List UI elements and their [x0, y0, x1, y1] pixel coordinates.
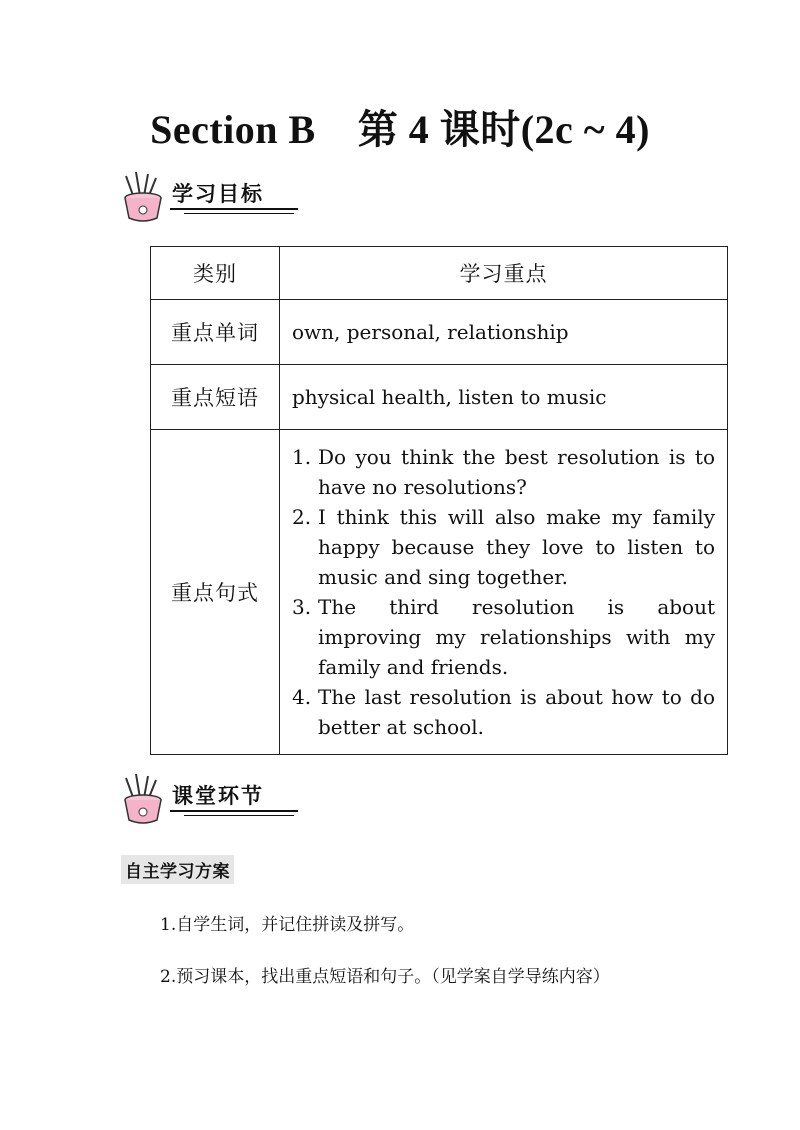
row-content: physical health, listen to music: [280, 365, 728, 430]
table-header-row: [151, 247, 728, 300]
plan-title: 自主学习方案: [121, 855, 234, 884]
table-row: [151, 430, 728, 755]
plan-item: 1.自学生词，并记住拼读及拼写。: [160, 915, 415, 935]
sentence-number: 1.: [292, 445, 312, 469]
sentence-text: The last resolution is about how to do better at school.: [318, 685, 715, 739]
sentence-text: Do you think the best resolution is to have no resolutions?: [318, 445, 715, 499]
underline: [170, 810, 298, 812]
table-row: [151, 365, 728, 430]
section-header-class: [112, 770, 302, 826]
list-item: [292, 592, 715, 682]
header-category: 类别: [151, 247, 280, 300]
sentence-number: 4.: [292, 685, 312, 709]
header-focus: 学习重点: [280, 247, 728, 300]
underline: [170, 208, 298, 210]
row-content: own, personal, relationship: [280, 300, 728, 365]
row-category: 重点单词: [151, 300, 280, 365]
list-item: [292, 502, 715, 592]
row-category: 重点句式: [151, 430, 280, 755]
sentence-text: I think this will also make my family happy because they love to listen to music and sing together.: [318, 505, 715, 589]
section-label-goals: 学习目标: [172, 182, 264, 206]
row-category: 重点短语: [151, 365, 280, 430]
sentence-list: [292, 442, 715, 742]
page-title: Section B 第 4 课时(2c ~ 4): [150, 107, 650, 152]
section-header-goals: [112, 168, 302, 224]
underline: [184, 213, 294, 214]
list-item: [292, 682, 715, 742]
pen-holder-icon: [112, 168, 174, 224]
sentence-number: 2.: [292, 505, 312, 529]
sentence-number: 3.: [292, 595, 312, 619]
list-item: [292, 442, 715, 502]
plan-item: 2.预习课本，找出重点短语和句子。（见学案自学导练内容）: [160, 967, 610, 987]
row-sentences: [280, 430, 728, 755]
underline: [184, 815, 294, 816]
goals-table: [150, 246, 728, 755]
sentence-text: The third resolution is about improving my relationships with my family and friends.: [318, 595, 715, 679]
table-row: [151, 300, 728, 365]
pen-holder-icon: [112, 770, 174, 826]
section-label-class: 课堂环节: [172, 784, 264, 808]
